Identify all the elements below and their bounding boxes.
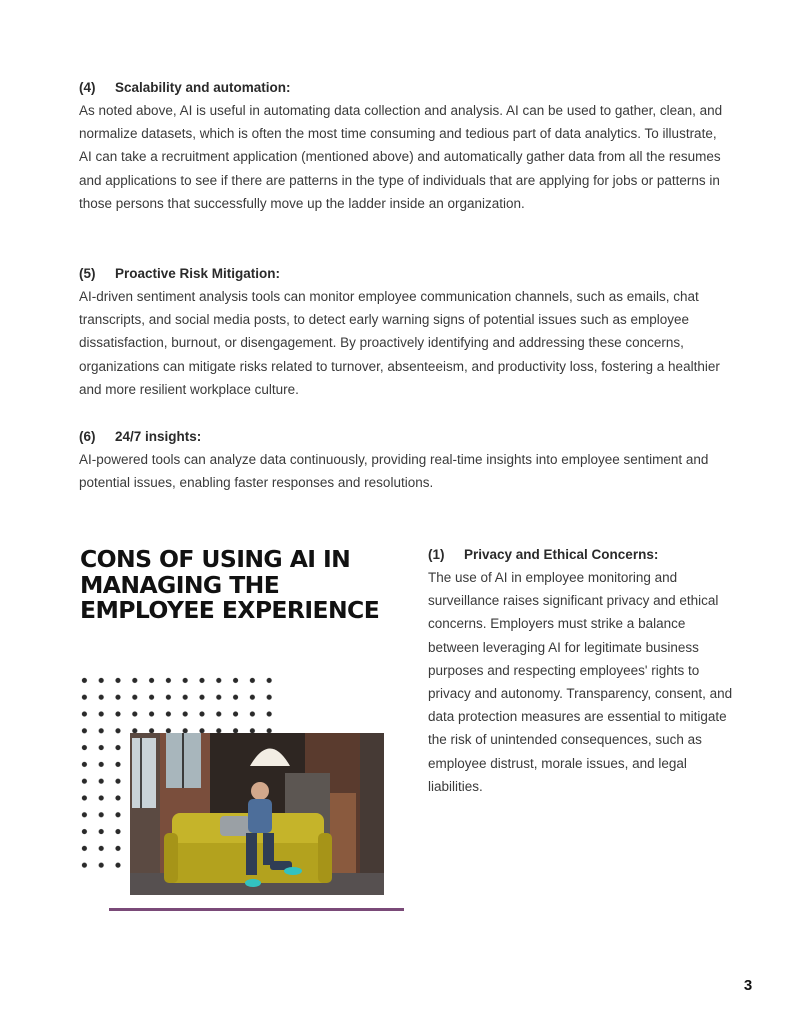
section-heading	[428, 543, 733, 566]
accent-divider	[109, 908, 404, 911]
section-title: 24/7 insights:	[115, 429, 202, 444]
section-body: As noted above, AI is useful in automating data collection and analysis. AI can be used to gather, clean, and normalize datasets, which is often the most time consuming and tedious part of data analytics. To illustrate, AI can take a recruitment application (mentioned above) and automatically gather data from all the resumes and applications to see if there are patterns in the type of individuals that are applying for jobs or patterns in those persons that successfully move up the ladder inside an organization.	[79, 103, 723, 211]
section-privacy	[428, 543, 733, 798]
section-body: AI-driven sentiment analysis tools can monitor employee communication channels, such as emails, chat transcripts, and social media posts, to detect early warning signs of potential issues such as employee dissatisfaction, burnout, or disengagement. By proactively identifying and addressing these concerns, organizations can mitigate risks related to turnover, absenteeism, and productivity loss, fostering a healthier and more resilient workplace culture.	[79, 289, 720, 397]
section-heading	[79, 262, 729, 285]
section-number: (1)	[428, 547, 445, 562]
section-title: Privacy and Ethical Concerns:	[464, 547, 659, 562]
cons-heading: CONS OF USING AI IN MANAGING THE EMPLOYEE EXPERIENCE	[80, 545, 380, 624]
office-photo	[130, 733, 384, 895]
section-body: AI-powered tools can analyze data continuously, providing real-time insights into employee sentiment and potential issues, enabling faster responses and resolutions.	[79, 452, 709, 491]
section-body: The use of AI in employee monitoring and surveillance raises significant privacy and ethical concerns. Employers must strike a balance between leveraging AI for legitimate business purposes and respecting employees' rights to privacy and autonomy. Transparency, consent, and data protection measures are essential to mitigate the risk of unintended consequences, such as employee distrust, morale issues, and legal liabilities.	[428, 570, 733, 794]
section-scalability	[79, 76, 729, 215]
section-heading	[79, 76, 729, 99]
section-title: Proactive Risk Mitigation:	[115, 266, 281, 281]
section-risk-mitigation	[79, 262, 729, 401]
section-number: (4)	[79, 80, 96, 95]
page-number: 3	[743, 977, 753, 994]
section-title: Scalability and automation:	[115, 80, 291, 95]
section-number: (6)	[79, 429, 96, 444]
section-heading	[79, 425, 729, 448]
section-number: (5)	[79, 266, 96, 281]
section-insights	[79, 425, 729, 494]
